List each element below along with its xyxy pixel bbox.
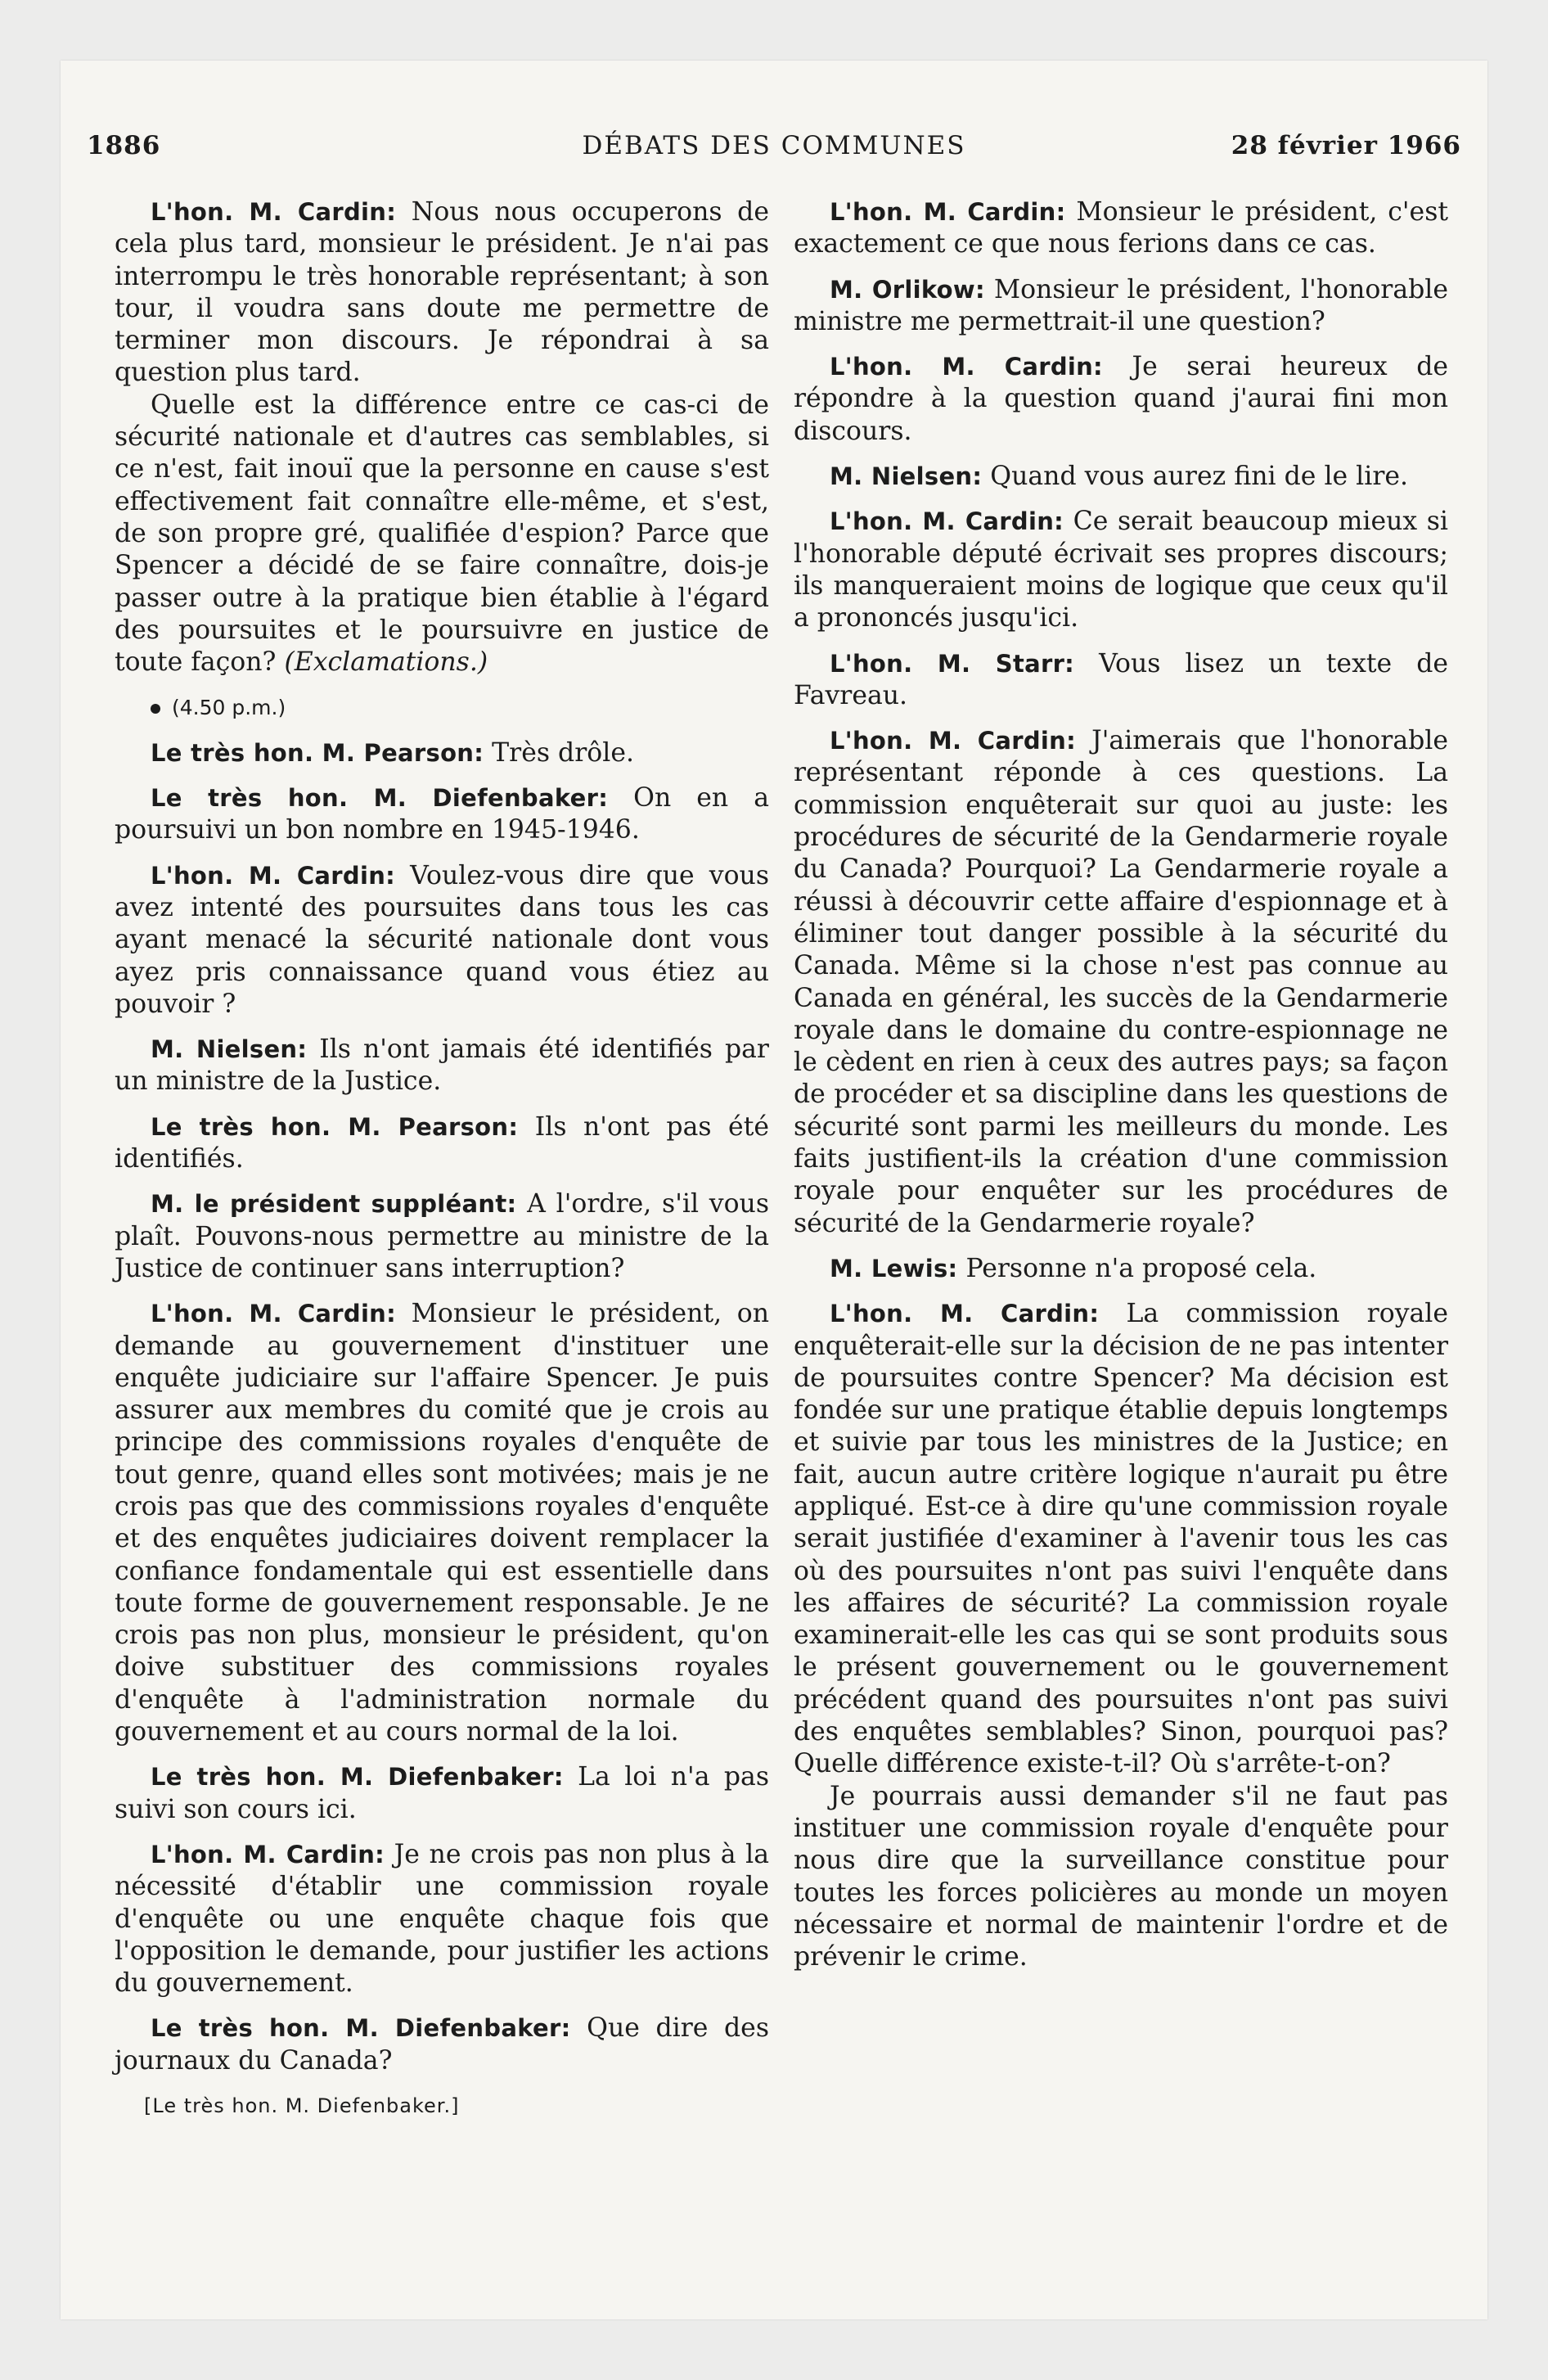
speech-text: Voulez-vous dire que vous avez intenté des poursuites dans tous les cas ayant menacé la sécurité nationale dont vous ayez pris connaissance quand vous étiez au pouvoir ? — [115, 860, 769, 1019]
speaker-name: M. le président suppléant: — [151, 1190, 517, 1219]
speech-text: Personne n'a proposé cela. — [965, 1253, 1317, 1283]
speaker-name: L'hon. M. Cardin: — [151, 861, 396, 890]
speaker-name: L'hon. M. Cardin: — [830, 198, 1066, 226]
speaker-footnote: [Le très hon. M. Diefenbaker.] — [144, 2094, 460, 2118]
speaker-name: L'hon. M. Cardin: — [151, 1840, 385, 1868]
speech-paragraph — [115, 2013, 769, 2077]
speech-paragraph — [794, 1253, 1448, 1285]
speech-text: Que dire des journaux du Canada? — [115, 2013, 769, 2076]
page-title: DÉBATS DES COMMUNES — [582, 131, 966, 160]
speaker-name: L'hon. M. Cardin: — [151, 1300, 397, 1328]
speech-paragraph — [115, 1839, 769, 1999]
speaker-name: Le très hon. M. Pearson: — [151, 738, 484, 767]
speaker-name: Le très hon. M. Diefenbaker: — [151, 2014, 571, 2043]
speaker-name: L'hon. M. Cardin: — [830, 507, 1064, 536]
speech-paragraph — [115, 1188, 769, 1285]
speech-text: Vous lisez un texte de Favreau. — [794, 648, 1449, 710]
speaker-name: L'hon. M. Cardin: — [151, 198, 397, 226]
speaker-name: L'hon. M. Cardin: — [830, 727, 1076, 755]
speech-paragraph — [794, 461, 1448, 493]
speech-text: La loi n'a pas suivi son cours ici. — [115, 1762, 769, 1824]
speech-paragraph — [115, 1111, 769, 1176]
speaker-name: L'hon. M. Cardin: — [830, 1300, 1100, 1328]
speech-paragraph — [794, 648, 1448, 713]
speech-paragraph — [794, 274, 1448, 339]
speaker-name: M. Nielsen: — [151, 1035, 308, 1064]
speech-text: Je serai heureux de répondre à la question quand j'aurai fini mon discours. — [794, 352, 1449, 446]
time-marker — [115, 692, 769, 723]
speech-paragraph — [115, 1761, 769, 1826]
speech-text: On en a poursuivi un bon nombre en 1945-1946. — [115, 783, 769, 845]
interjection-text: (Exclamations.) — [284, 647, 488, 678]
speech-text: Je ne crois pas non plus à la nécessité d'établir une commission royale d'enquête ou une enquête chaque fois que l'opposition le demande, pour justifier les actions du gouvernement. — [115, 1839, 769, 1999]
speech-paragraph — [115, 1298, 769, 1748]
speech-text: A l'ordre, s'il vous plaît. Pouvons-nous permettre au ministre de la Justice de continuer sans interruption? — [115, 1189, 769, 1283]
speech-paragraph — [115, 782, 769, 847]
speech-text: Monsieur le président, l'honorable ministre me permettrait-il une question? — [794, 274, 1448, 336]
speech-text: Nous nous occuperons de cela plus tard, monsieur le président. Je n'ai pas interrompu le très honorable représentant; à son tour, il voudra sans doute me permettre de terminer mon discours. Je répondrai à sa question plus tard. — [115, 197, 769, 388]
speech-text: La commission royale enquêterait-elle sur la décision de ne pas intenter de poursuites contre Spencer? Ma décision est fondée sur une pratique établie depuis longtemps et suivie par tous les ministres de la Justice; en fait, aucun autre critère logique n'aurait pu être appliqué. Est-ce à dire qu'une commission royale serait justifiée d'examiner à l'avenir tous les cas où des poursuites n'ont pas suivi l'enquête dans les affaires de sécurité? La commission royale examinerait-elle les cas qui se sont produits sous le présent gouvernement ou le gouvernement précédent quand des poursuites n'ont pas suivi des enquêtes semblables? Sinon, pourquoi pas? Quelle différence existe-t-il? Où s'arrête-t-on? — [794, 1299, 1448, 1779]
speech-paragraph — [794, 1781, 1448, 1974]
speaker-name: L'hon. M. Cardin: — [830, 353, 1103, 381]
speaker-name: Le très hon. M. Diefenbaker: — [151, 1763, 564, 1792]
speech-text: Je pourrais aussi demander s'il ne faut pas instituer une commission royale d'enquête pour nous dire que la surveillance constitue pour toutes les forces policières au monde un moyen nécessaire et normal de maintenir l'ordre et de prévenir le crime. — [794, 1781, 1448, 1972]
speech-text: Ils n'ont jamais été identifiés par un ministre de la Justice. — [115, 1034, 769, 1097]
bullet-icon — [151, 704, 160, 714]
speaker-name: L'hon. M. Starr: — [830, 649, 1075, 678]
left-column — [115, 196, 769, 2122]
speech-paragraph — [794, 725, 1448, 1240]
speaker-name: M. Orlikow: — [830, 275, 985, 304]
speech-paragraph — [794, 1298, 1448, 1780]
speech-paragraph — [115, 860, 769, 1021]
page-header — [87, 131, 1461, 180]
page-date: 28 février 1966 — [1231, 131, 1461, 160]
speaker-name: M. Nielsen: — [830, 462, 983, 491]
right-column — [794, 196, 1448, 1986]
speaker-name: M. Lewis: — [830, 1254, 958, 1282]
speech-paragraph — [794, 506, 1448, 634]
speech-text: J'aimerais que l'honorable représentant réponde à ces questions. La commission enquêterait sur quoi au juste: les procédures de sécurité de la Gendarmerie royale du Canada? Pourquoi? La Gendarmerie royale a réussi à découvrir cette affaire d'espionnage et à éliminer tout danger possible à la sécurité du Canada. Même si la chose n'est pas connue au Canada en général, les succès de la Gendarmerie royale dans le domaine du contre-espionnage ne le cèdent en rien à ceux des autres pays; sa façon de procéder et sa discipline dans les questions de sécurité sont parmi les meilleurs du monde. Les faits justifient-ils la création d'une commission royale pour enquêter sur les procédures de sécurité de la Gendarmerie royale? — [794, 726, 1448, 1238]
speech-paragraph — [115, 390, 769, 679]
time-text: (4.50 p.m.) — [172, 696, 286, 720]
speech-paragraph — [794, 196, 1448, 261]
speech-paragraph — [115, 1034, 769, 1098]
speech-text: Monsieur le président, c'est exactement ce que nous ferions dans ce cas. — [794, 197, 1449, 259]
speaker-name: Le très hon. M. Pearson: — [151, 1112, 519, 1141]
page-number: 1886 — [87, 131, 161, 160]
speech-paragraph — [794, 351, 1448, 448]
speech-text: Très drôle. — [492, 737, 634, 768]
speaker-name: Le très hon. M. Diefenbaker: — [151, 784, 609, 813]
speech-paragraph — [115, 196, 769, 390]
speech-text: Quelle est la différence entre ce cas-ci de sécurité nationale et d'autres cas semblables, si ce n'est, fait inouï que la personne en cause s'est effectivement fait connaître elle-même, et s'est, de son propre gré, qualifiée d'espion? Parce que Spencer a décidé de se faire connaître, dois-je passer outre à la pratique bien établie à l'égard des poursuites et le poursuivre en justice de toute façon? — [115, 390, 769, 678]
speech-text: Quand vous aurez fini de le lire. — [990, 462, 1409, 492]
speech-text: Ce serait beaucoup mieux si l'honorable député écrivait ses propres discours; ils manqueraient moins de logique que ceux qu'il a prononcés jusqu'ici. — [794, 507, 1449, 633]
speech-paragraph — [115, 737, 769, 769]
speech-text: Monsieur le président, on demande au gouvernement d'instituer une enquête judiciaire sur l'affaire Spencer. Je puis assurer aux membres du comité que je crois au principe des commissions royales d'enquête de tout genre, quand elles sont motivées; mais je ne crois pas que des commissions royales d'enquête et des enquêtes judiciaires doivent remplacer la confiance fondamentale qui est essentielle dans toute forme de gouvernement responsable. Je ne crois pas non plus, monsieur le président, qu'on doive substituer des commissions royales d'enquête à l'administration normale du gouvernement et au cours normal de la loi. — [115, 1299, 770, 1747]
speech-text: Ils n'ont pas été identifiés. — [115, 1111, 769, 1174]
